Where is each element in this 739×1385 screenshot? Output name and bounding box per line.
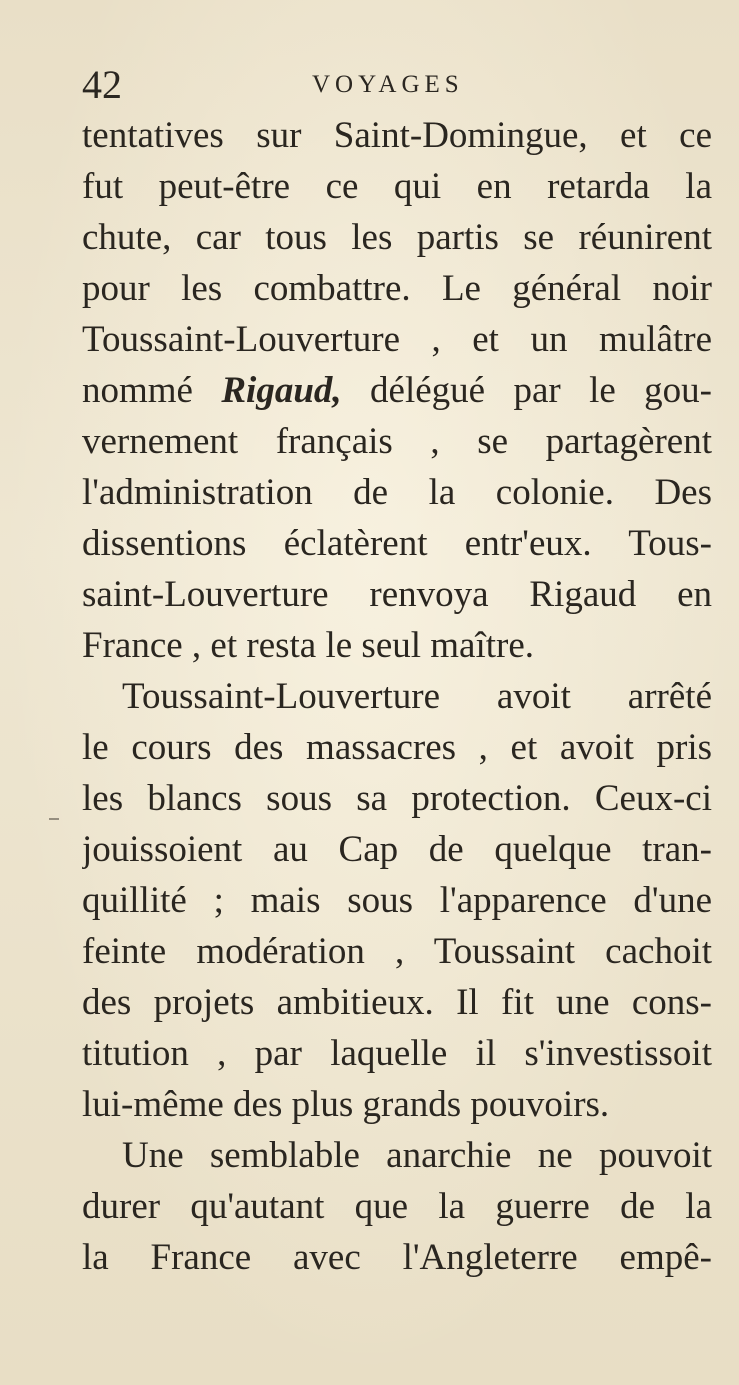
paragraph-first-line: Une semblable anarchie ne pouvoit — [122, 1135, 712, 1176]
text-line: vernement français , se partagèrent — [82, 421, 712, 462]
text-line: les blancs sous sa protection. Ceux-ci — [82, 778, 712, 819]
page-number: 42 — [82, 62, 122, 107]
text-line: feinte modération , Toussaint cachoit — [82, 931, 712, 972]
text-line: titution , par laquelle il s'investissoit — [82, 1033, 712, 1074]
text-line: quillité ; mais sous l'apparence d'une — [82, 880, 712, 921]
italic-name: Rigaud, — [221, 370, 342, 411]
text-line: tentatives sur Saint-Domingue, et ce — [82, 115, 712, 156]
text-line: des projets ambitieux. Il fit une cons- — [82, 982, 712, 1023]
text-line: pour les combattre. Le général noir — [82, 268, 712, 309]
text-line: jouissoient au Cap de quelque tran- — [82, 829, 712, 870]
running-title: VOYAGES — [312, 71, 464, 98]
text-line: France , et resta le seul maître. — [82, 625, 535, 666]
paragraph-first-line: Toussaint-Louverture avoit arrêté — [122, 676, 712, 717]
text-segment: nommé — [82, 370, 222, 411]
text-line: chute, car tous les partis se réunirent — [82, 217, 712, 258]
text-line: dissentions éclatèrent entr'eux. Tous- — [82, 523, 712, 564]
running-head — [82, 60, 712, 110]
text-line: lui-même des plus grands pouvoirs. — [82, 1084, 610, 1125]
text-line: Toussaint-Louverture , et un mulâtre — [82, 319, 712, 360]
margin-mark — [49, 818, 59, 820]
text-segment: délégué par le gou- — [341, 370, 712, 411]
text-line: l'administration de la colonie. Des — [82, 472, 712, 513]
text-line: saint-Louverture renvoya Rigaud en — [82, 574, 712, 615]
text-line: fut peut-être ce qui en retarda la — [82, 166, 712, 207]
body-text — [82, 110, 712, 1283]
text-line: la France avec l'Angleterre empê- — [82, 1237, 712, 1278]
text-line: le cours des massacres , et avoit pris — [82, 727, 712, 768]
text-line: durer qu'autant que la guerre de la — [82, 1186, 712, 1227]
text-line — [82, 365, 712, 416]
